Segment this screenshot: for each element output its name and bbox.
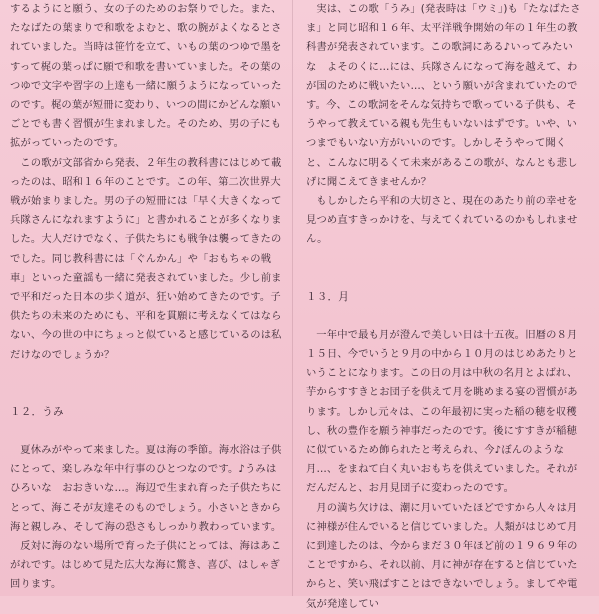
umi-paragraph-4: もしかしたら平和の大切さと、現在のあたり前の幸せを見つめ直すきっかけを、与えてくれているのかもしれません。 <box>306 195 578 246</box>
umi-paragraph-1: 夏休みがやって来ました。夏は海の季節。海水浴は子供にとって、楽しみな年中行事のひとつなのです。♪うみはひろいな おおきいな…。海辺で生まれ育った子供たちにとって、海こそが友達そのものでしょう。小さいときから海と親しみ、そして海の恐さもしっかり教わっています。 <box>10 444 282 533</box>
section-spacer <box>10 365 286 403</box>
section-spacer <box>306 250 582 288</box>
tanabata-paragraph-1: するようにと願う、女の子のためのお祭りでした。また、たなばたの葉まりで和歌をよむと、歌の腕がよくなるとされていました。当時は笹竹を立て、いもの葉のつゆで墨をすって梶の葉っぱに願で和歌を書いていました。その葉のつゆで文字や習字の上達も一緒に願うようになっていったのです。梶の葉が短冊に変わり、いつの間にかどんな願いごとでも書く習慣が生まれました。そのため、男の子にも拡がっていったのです。 <box>10 3 282 150</box>
section-spacer <box>306 307 582 326</box>
tsuki-paragraph-1: 一年中で最も月が澄んで美しい日は十五夜。旧暦の８月１５日、今でいうと９月の中から１０月のはじめあたりということになります。この日の月は中秋の名月とよばれ、芋からすすきとお団子を供えて月を眺めまる宴の習慣があります。しかし元々は、この年最初に実った稲の穂を収穫し、秋の豊作を願う神事だったのです。後にすすきが稲穂に似ているため飾られたと考えられ、今♪ぼんのような月…、をまねて白く丸いおもちを供えていました。それがだんだんと、お月見団子に変わったのです。 <box>306 328 578 495</box>
column-divider <box>292 0 293 596</box>
umi-paragraph-3: 実は、この歌「うみ」(発表時は「ウミ」)も「たなばたさま」と同じ昭和１６年、太平洋戦争開始の年の１年生の教科書が発表されています。この歌詞にある♪いってみたいな よそのくに…には、兵隊さんになって海を越えて、わが国のために戦いたい…、という願いが含まれていたのです。今、この歌詞をそんな気持ちで歌っている子供も、そうやって教えている親も先生もいないはずです。いや、いつまでもいない方がいいのです。しかしそうやって聞くと、こんなに明るくて未来があるこの歌が、なんとも悲しげに聞こえてきませんか？ <box>306 3 581 188</box>
right-column <box>306 0 582 614</box>
umi-paragraph-2: 反対に海のない場所で育った子供にとっては、海はあこがれです。はじめて見た広大な海に驚き、喜び、はしゃぎ回ります。 <box>10 540 282 591</box>
section-heading-tsuki: １３．月 <box>306 290 349 303</box>
left-column <box>10 0 286 595</box>
tanabata-paragraph-2: この歌が文部省から発表、２年生の教科書にはじめて載ったのは、昭和１６年のことです。この年、第二次世界大戦が始まりました。男の子の短冊には「早く大きくなって兵隊さんになれますように」と書かれることが多くなりました。大人だけでなく、子供たちにも戦争は襲ってきたのでした。同じ教科書には「ぐんかん」や「おもちゃの戦車」といった童謡も一緒に発表されていました。少し前まで平和だった日本の歩く道が、狂い始めてきたのです。子供たちの未来のためにも、平和を貫願に考えなくてはならない、今の世の中にちょっと似ていると感じているのは私だけなのでしょうか？ <box>10 156 282 361</box>
section-spacer <box>10 422 286 441</box>
tsuki-paragraph-2: 月の満ち欠けは、潮に月いていたほどですから人々は月に神様が住んでいると信じていました。人類がはじめて月に到達したのは、今からまだ３０年ほど前の１９６９年のことですから、それ以前、月に神が存在すると信じていたからと、笑い飛ばすことはできないでしょう。ましてや電気が発達してい <box>306 501 578 610</box>
section-heading-umi: １２．うみ <box>10 405 64 418</box>
